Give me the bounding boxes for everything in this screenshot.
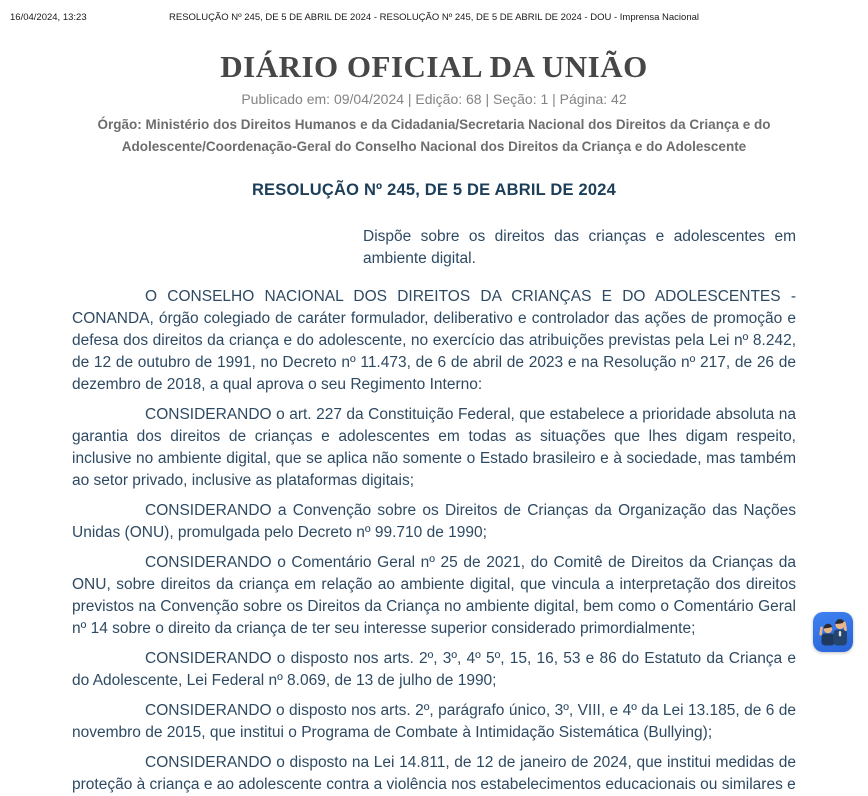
gazette-title: DIÁRIO OFICIAL DA UNIÃO: [220, 49, 648, 84]
paragraph-considerando-2: CONSIDERANDO a Convenção sobre os Direitos de Crianças da Organização das Nações Unidas (ONU), promulgada pelo Decreto nº 99.710 de 1990;: [72, 502, 796, 541]
vlibras-accessibility-button[interactable]: [813, 612, 853, 652]
paragraph-considerando-1: CONSIDERANDO o art. 227 da Constituição Federal, que estabelece a prioridade absoluta na garantia dos direitos de crianças e adolescentes em todas as situações que lhes digam respeito, inclusive no ambiente digital, que se aplica não somente o Estado brasileiro e à sociedade, mas também ao setor privado, inclusive as plataformas digitais;: [72, 406, 796, 489]
resolution-summary: Dispõe sobre os direitos das crianças e adolescentes em ambiente digital.: [363, 228, 796, 267]
paragraph-considerando-4: CONSIDERANDO o disposto nos arts. 2º, 3º, 4º 5º, 15, 16, 53 e 86 do Estatuto da Criança e do Adolescente, Lei Federal nº 8.069, de 13 de julho de 1990;: [72, 650, 796, 689]
print-page-title: RESOLUÇÃO Nº 245, DE 5 DE ABRIL DE 2024 - RESOLUÇÃO Nº 245, DE 5 DE ABRIL DE 2024 - DOU - Imprensa Nacional: [169, 12, 699, 23]
paragraph-preamble: O CONSELHO NACIONAL DOS DIREITOS DA CRIANÇAS E DO ADOLESCENTES - CONANDA, órgão colegiado de caráter formulador, deliberativo e controlador das ações de promoção e defesa dos direitos da criança e do adolescente, no exercício das atribuições previstas pela Lei nº 8.242, de 12 de outubro de 1991, no Decreto nº 11.473, de 6 de abril de 2023 e na Resolução nº 217, de 26 de dezembro de 2018, a qual aprova o seu Regimento Interno:: [72, 288, 796, 393]
paragraph-considerando-3: CONSIDERANDO o Comentário Geral nº 25 de 2021, do Comitê de Direitos da Crianças da ONU, sobre direitos da criança em relação ao ambiente digital, que vincula a interpretação dos direitos previstos na Convenção sobre os Direitos da Criança no ambiente digital, bem como o Comentário Geral nº 14 sobre o direito da criança de ter seu interesse superior considerado primordialmente;: [72, 554, 796, 637]
paragraph-considerando-6: CONSIDERANDO o disposto na Lei 14.811, de 12 de janeiro de 2024, que institui medidas de proteção à criança e ao adolescente contra a violência nos estabelecimentos educacionais ou similares e: [72, 754, 796, 793]
resolution-title: RESOLUÇÃO Nº 245, DE 5 DE ABRIL DE 2024: [251, 181, 617, 199]
publication-info: Publicado em: 09/04/2024 | Edição: 68 | Seção: 1 | Página: 42: [241, 91, 627, 107]
print-timestamp: 16/04/2024, 13:23: [10, 12, 87, 23]
paragraph-considerando-5: CONSIDERANDO o disposto nos arts. 2º, parágrafo único, 3º, VIII, e 4º da Lei 13.185, de 6 de novembro de 2015, que institui o Programa de Combate à Intimidação Sistemática (Bullying);: [72, 702, 796, 741]
document-body: [72, 226, 796, 796]
organ-info: Órgão: Ministério dos Direitos Humanos e da Cidadania/Secretaria Nacional dos Direitos da Criança e do Adolescente/Coordenação-Geral do Conselho Nacional dos Direitos da Criança e do Adolescente: [97, 117, 771, 154]
masthead: [0, 50, 868, 158]
vlibras-avatars-icon: [813, 612, 853, 652]
print-header: [0, 0, 868, 24]
